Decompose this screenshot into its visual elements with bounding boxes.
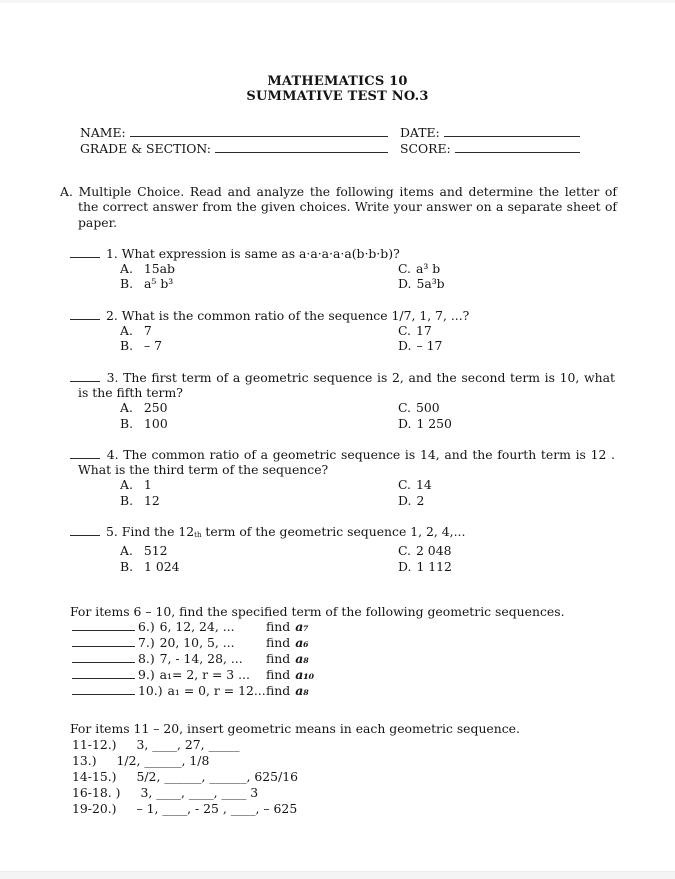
question-4-options-row-1 xyxy=(120,477,615,492)
find-term: a₇ xyxy=(295,619,309,635)
item-number: 10.) xyxy=(138,683,163,699)
option-c: C. 2 048 xyxy=(398,543,452,559)
option-b: B. – 7 xyxy=(120,338,163,354)
answer-blank xyxy=(70,524,100,536)
find-term: a₁₀ xyxy=(295,667,315,683)
item-sequence: a₁ = 0, r = 12... xyxy=(167,683,266,699)
answer-blank xyxy=(72,683,135,695)
option-c: C. a³ b xyxy=(398,261,441,277)
find-instruction: find a₁₀ xyxy=(266,667,315,683)
option-d: D. – 17 xyxy=(398,338,443,354)
item-sequence: 3, ____, 27, _____ xyxy=(136,736,240,752)
item-11-12-row xyxy=(72,737,675,753)
question-number: 4. xyxy=(106,446,119,462)
question-text: What expression is same as a·a·a·a·a(b·b·b)? xyxy=(121,245,400,261)
grade-section-underline xyxy=(215,141,388,153)
option-d: D. 1 112 xyxy=(398,558,452,574)
date-label: DATE: xyxy=(400,125,440,140)
option-a: A. 250 xyxy=(120,400,168,416)
section-a-prefix: A. xyxy=(60,184,73,199)
grade-section-label: GRADE & SECTION: xyxy=(80,141,211,156)
question-1 xyxy=(70,246,615,261)
answer-blank xyxy=(70,308,100,320)
section-a-instructions-text: Multiple Choice. Read and analyze the following items and determine the letter of the correct answer from the given choices. Write your answer on a separate sheet of paper. xyxy=(78,184,617,230)
item-14-15-row xyxy=(72,769,675,785)
document-subtitle: SUMMATIVE TEST NO.3 xyxy=(246,89,429,104)
option-d: D. 1 250 xyxy=(398,415,452,431)
option-a: A. 1 xyxy=(120,477,152,493)
page-bottom-edge xyxy=(0,871,675,879)
question-2 xyxy=(70,308,615,323)
question-5-options-row-1 xyxy=(120,543,615,558)
question-1-options-row-2 xyxy=(120,276,615,291)
question-1-options-row-1 xyxy=(120,261,615,276)
item-number: 9.) xyxy=(138,667,155,683)
header-fields xyxy=(80,125,580,157)
question-4 xyxy=(70,447,615,478)
question-3 xyxy=(70,370,615,401)
find-term: a₈ xyxy=(295,683,309,699)
question-text: What is the common ratio of the sequence 1/7, 1, 7, ...? xyxy=(121,307,470,323)
item-9-row xyxy=(72,667,675,683)
option-c: C. 500 xyxy=(398,400,440,416)
option-a: A. 512 xyxy=(120,543,168,559)
page-top-edge xyxy=(0,0,675,3)
item-number: 14-15.) xyxy=(72,768,117,784)
option-d: D. 2 xyxy=(398,492,425,508)
question-text: The first term of a geometric sequence is 2, and the second term is 10, what is the fifth term? xyxy=(78,369,615,400)
name-label: NAME: xyxy=(80,125,126,140)
question-2-options-row-1 xyxy=(120,323,615,338)
item-sequence: 7, - 14, 28, ... xyxy=(159,651,243,667)
document-header xyxy=(0,0,675,104)
option-c: C. 17 xyxy=(398,323,432,339)
question-5-options-row-2 xyxy=(120,559,615,574)
score-label: SCORE: xyxy=(400,141,451,156)
items-11-20-intro: For items 11 – 20, insert geometric means in each geometric sequence. xyxy=(70,721,520,737)
item-number: 16-18. ) xyxy=(72,785,121,801)
answer-blank xyxy=(72,635,135,647)
item-sequence: 20, 10, 5, ... xyxy=(159,635,235,651)
option-d: D. 5a³b xyxy=(398,276,445,292)
item-number: 6.) xyxy=(138,619,155,635)
answer-blank xyxy=(70,246,100,258)
item-19-20-row xyxy=(72,801,675,817)
option-c: C. 14 xyxy=(398,477,432,493)
question-text: The common ratio of a geometric sequence is 14, and the fourth term is 12 . What is the third term of the sequence? xyxy=(78,446,615,478)
item-sequence: 1/2, ______, 1/8 xyxy=(116,752,210,768)
find-term: a₈ xyxy=(295,651,309,667)
option-b: B. 12 xyxy=(120,492,160,508)
option-a: A. 15ab xyxy=(120,261,175,277)
item-number: 11-12.) xyxy=(72,736,117,752)
item-7-row xyxy=(72,635,675,651)
question-number: 2. xyxy=(105,307,118,323)
question-2-options-row-2 xyxy=(120,338,615,353)
find-instruction: find a₈ xyxy=(266,651,309,667)
question-number: 5. xyxy=(105,524,118,540)
find-term: a₆ xyxy=(295,635,309,651)
find-instruction: find a₇ xyxy=(266,619,309,635)
ordinal-suffix: th xyxy=(194,531,202,540)
item-number: 13.) xyxy=(72,752,97,768)
question-number: 1. xyxy=(105,245,118,261)
item-10-row xyxy=(72,683,675,699)
answer-blank xyxy=(70,447,100,459)
item-8-row xyxy=(72,651,675,667)
item-13-row xyxy=(72,753,675,769)
answer-blank xyxy=(70,370,100,382)
answer-blank xyxy=(72,619,135,631)
question-text: Find the 12th term of the geometric sequence 1, 2, 4,... xyxy=(121,524,466,540)
option-b: B. 1 024 xyxy=(120,558,180,574)
question-3-options-row-1 xyxy=(120,400,615,415)
answer-blank xyxy=(72,667,135,679)
item-sequence: 5/2, ______, ______, 625/16 xyxy=(136,768,299,784)
item-number: 19-20.) xyxy=(72,801,117,817)
answer-blank xyxy=(72,651,135,663)
option-b: B. 100 xyxy=(120,415,168,431)
date-underline xyxy=(444,125,580,137)
document-title: MATHEMATICS 10 xyxy=(267,74,408,89)
item-sequence: – 1, ____, - 25 , ____, – 625 xyxy=(136,801,298,817)
item-16-18-row xyxy=(72,785,675,801)
item-number: 7.) xyxy=(138,635,155,651)
item-number: 8.) xyxy=(138,651,155,667)
item-sequence: 6, 12, 24, ... xyxy=(159,619,235,635)
name-underline xyxy=(130,125,388,137)
question-3-options-row-2 xyxy=(120,416,615,431)
items-6-10-intro: For items 6 – 10, find the specified term of the following geometric sequences. xyxy=(70,603,565,619)
question-5 xyxy=(70,524,615,543)
find-instruction: find a₈ xyxy=(266,683,309,699)
item-6-row xyxy=(72,619,675,635)
question-4-options-row-2 xyxy=(120,493,615,508)
score-underline xyxy=(455,141,580,153)
find-instruction: find a₆ xyxy=(266,635,309,651)
item-sequence: a₁= 2, r = 3 ... xyxy=(159,667,250,683)
question-number: 3. xyxy=(106,369,119,385)
option-b: B. a⁵ b³ xyxy=(120,276,174,292)
section-a-instructions xyxy=(60,184,617,230)
option-a: A. 7 xyxy=(120,323,152,339)
item-sequence: 3, ____, ____, ____ 3 xyxy=(140,785,259,801)
